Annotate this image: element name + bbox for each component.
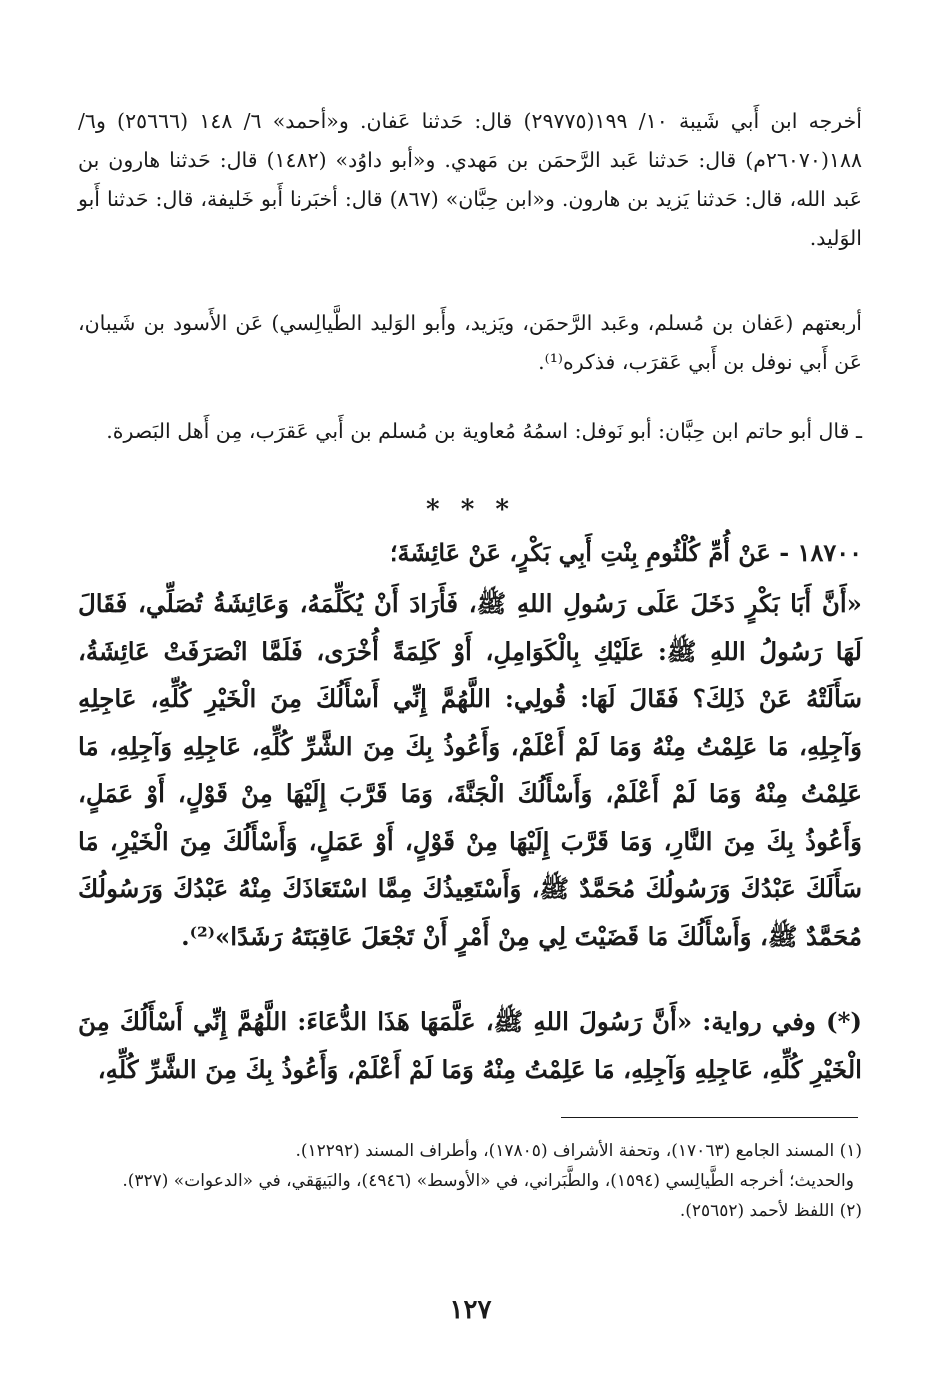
takhrij-paragraph: أخرجه ابن أَبي شَيبة ١٠/ ١٩٩(٢٩٧٧٥) قال: حَدثنا عَفان. و«أحمد» ٦/ ١٤٨ (٢٥٦٦٦) و٦/ ١٨٨(٢٦٠٧٠م) قال: حَدثنا عَبد الرَّحمَن بن مَهدي. و«أبو داوُد» (١٤٨٢) قال: حَدثنا هارون بن عَبد الله، قال: حَدثنا يَزيد بن هارون. و«ابن حِبَّان» (٨٦٧) قال: أخبَرنا أَبو خَليفة، قال: حَدثنا أَبو الوَليد. [78,109,862,250]
hadith-heading: ١٨٧٠٠ - عَنْ أُمِّ كُلْثُومِ بِنْتِ أَبِي بَكْرٍ، عَنْ عَائِشَةَ؛ [389,538,862,567]
riwaya-text: (*) وفي رواية: «أَنَّ رَسُولَ اللهِ ﷺ، عَلَّمَهَا هَذَا الدُّعَاءَ: اللَّهُمَّ إِنِّي أَسْأَلُكَ مِنَ الْخَيْرِ كُلِّهِ، عَاجِلِهِ وَآجِلِهِ، مَا عَلِمْتُ مِنْهُ وَمَا لَمْ أَعْلَمْ، وَأَعُوذُ بِكَ مِنَ الشَّرِّ كُلِّهِ، [78,1007,862,1084]
footnotes [80,1136,862,1226]
isnad-paragraph: أربعتهم (عَفان بن مُسلم، وعَبد الرَّحمَن، ويَزيد، وأَبو الوَليد الطَّيالِسي) عَن الأَسود بن شَيبان، عَن أَبي نوفل بن أَبي عَقرَب، فذكره⁽¹⁾. [78,311,862,374]
footnote-divider [561,1117,858,1118]
footnote-1-continuation: والحديث؛ أخرجه الطَّيالِسي (١٥٩٤)، والطَّبَراني، في «الأوسط» (٤٩٤٦)، والبَيهَقي، في «الدعوات» (٣٢٧). [122,1171,854,1191]
ibn-hibban-note: ـ قال أبو حاتم ابن حِبَّان: أبو نَوفل: اسمُهُ مُعاوية بن مُسلم بن أَبي عَقرَب، مِن أَهل البَصرة. [106,419,862,443]
hadith-text: «أَنَّ أَبَا بَكْرٍ دَخَلَ عَلَى رَسُولِ اللهِ ﷺ، فَأَرَادَ أَنْ يُكَلِّمَهُ، وَعَائِشَةُ تُصَلِّي، فَقَالَ لَهَا رَسُولُ اللهِ ﷺ: عَلَيْكِ بِالْكَوَامِلِ، أَوْ كَلِمَةً أُخْرَى، فَلَمَّا انْصَرَفَتْ عَائِشَةُ، سَأَلَتْهُ عَنْ ذَلِكَ؟ فَقَالَ لَهَا: قُولِي: اللَّهُمَّ إِنِّي أَسْأَلُكَ مِنَ الْخَيْرِ كُلِّهِ، عَاجِلِهِ وَآجِلِهِ، مَا عَلِمْتُ مِنْهُ وَمَا لَمْ أَعْلَمْ، وَأَعُوذُ بِكَ مِنَ الشَّرِّ كُلِّهِ، عَاجِلِهِ وَآجِلِهِ، مَا عَلِمْتُ مِنْهُ وَمَا لَمْ أَعْلَمْ، وَأَسْأَلُكَ الْجَنَّةَ، وَمَا قَرَّبَ إِلَيْهَا مِنْ قَوْلٍ، أَوْ عَمَلٍ، وَأَعُوذُ بِكَ مِنَ النَّارِ، وَمَا قَرَّبَ إِلَيْهَا مِنْ قَوْلٍ، أَوْ عَمَلٍ، وَأَسْأَلُكَ مِنَ الْخَيْرِ، مَا سَأَلَكَ عَبْدُكَ وَرَسُولُكَ مُحَمَّدٌ ﷺ، وَأَسْتَعِيذُكَ مِمَّا اسْتَعَاذَكَ مِنْهُ عَبْدُكَ وَرَسُولُكَ مُحَمَّدٌ ﷺ، وَأَسْأَلُكَ مَا قَضَيْتَ لِي مِنْ أَمْرٍ أَنْ تَجْعَلَ عَاقِبَتَهُ رَشَدًا»⁽²⁾. [78,589,862,951]
page-number: ١٢٧ [449,1295,492,1325]
section-separator: * * * [426,495,515,525]
footnote-2: (٢) اللفظ لأحمد (٢٥٦٥٢). [679,1201,862,1221]
footnote-1: (١) المسند الجامع (١٧٠٦٣)، وتحفة الأشراف (١٧٨٠٥)، وأطراف المسند (١٢٢٩٢). [295,1141,862,1161]
